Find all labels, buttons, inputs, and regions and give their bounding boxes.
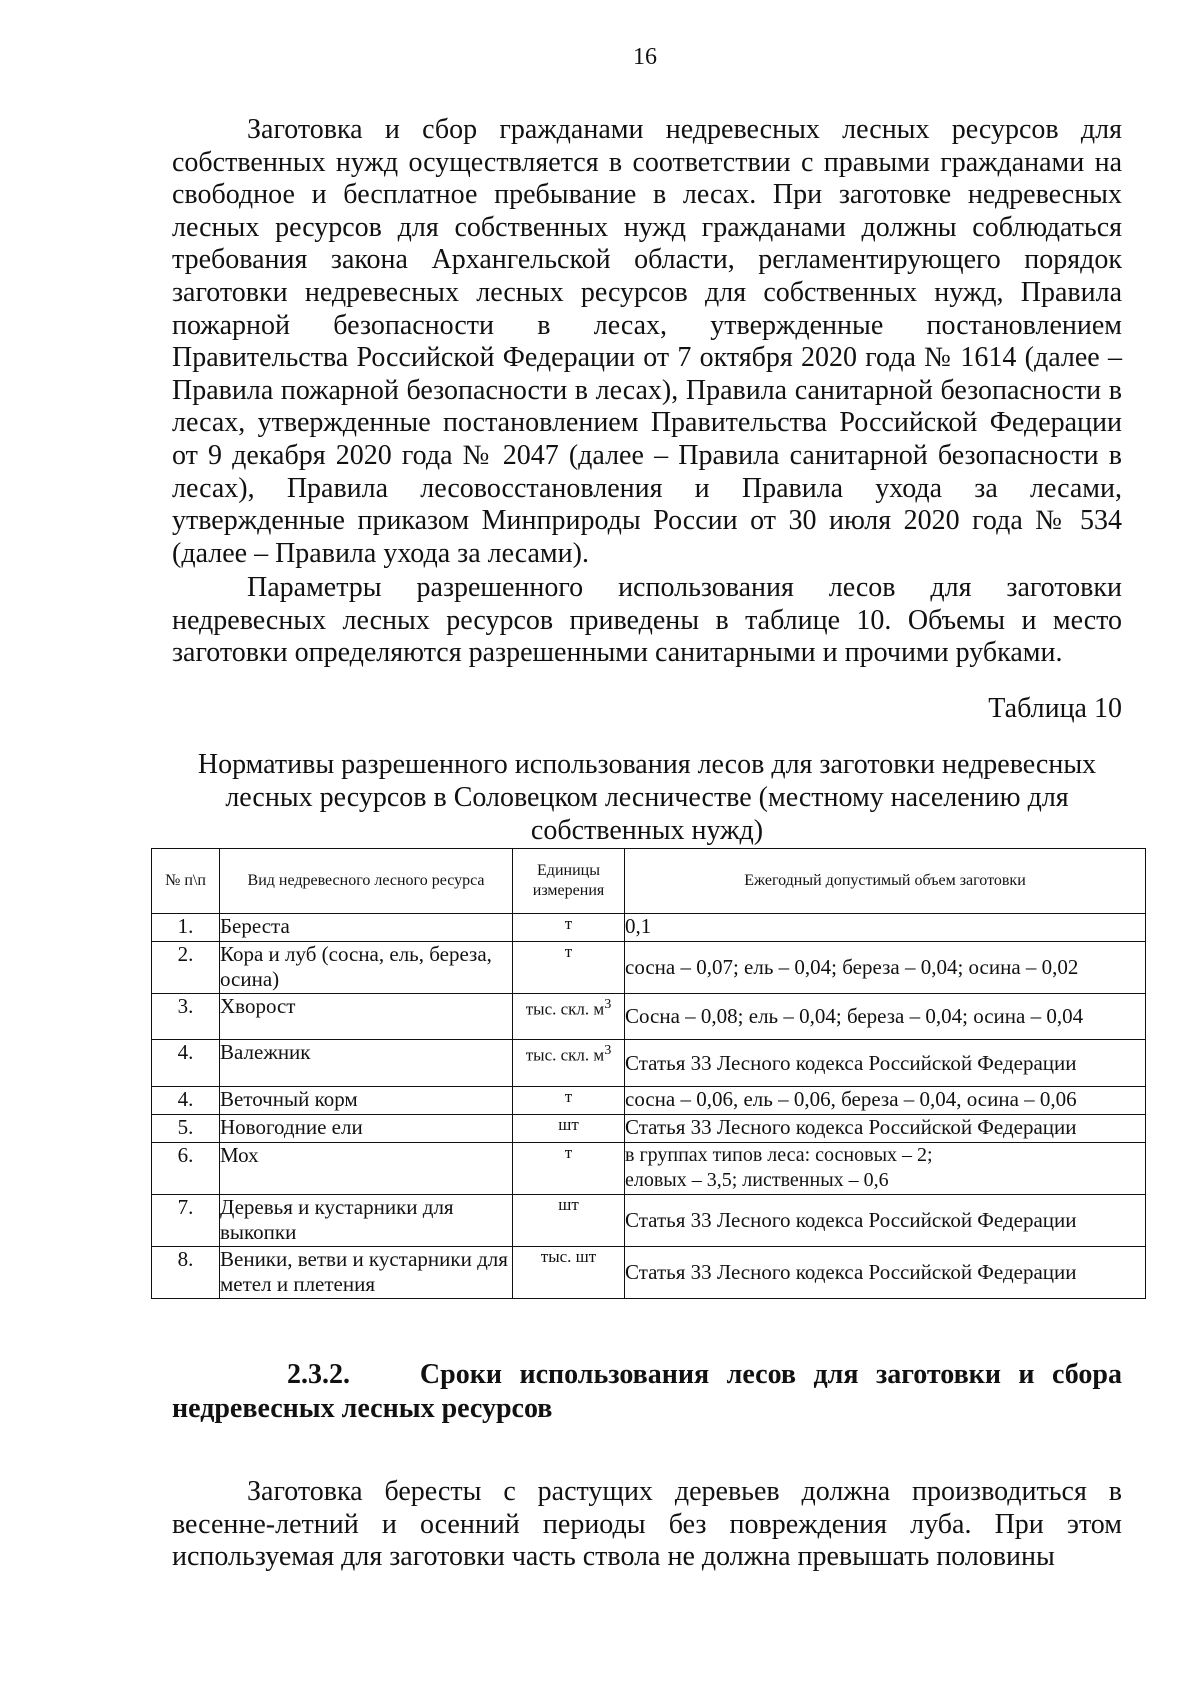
cell-volume: Статья 33 Лесного кодекса Российской Федерации	[625, 1115, 1146, 1143]
paragraph-text: Заготовка бересты с растущих деревьев должна производиться в весенне-летний и осенний периоды без повреждения луба. При этом используемая для заготовки часть ствола не должна превышать половины	[172, 1476, 1122, 1573]
unit-text: тыс. скл. м	[525, 999, 605, 1019]
table-row	[152, 1247, 1146, 1299]
table-row	[152, 1040, 1146, 1087]
cell-unit: т	[513, 1143, 625, 1195]
table-row	[152, 942, 1146, 994]
cell-unit	[513, 1040, 625, 1087]
cell-resource: Новогодние ели	[220, 1115, 513, 1143]
unit-superscript: 3	[604, 1042, 612, 1058]
cell-num: 4.	[152, 1087, 220, 1115]
cell-volume: Статья 33 Лесного кодекса Российской Федерации	[625, 1040, 1146, 1087]
cell-num: 7.	[152, 1195, 220, 1247]
table-label: Таблица 10	[988, 693, 1122, 724]
cell-resource: Деревья и кустарники для выкопки	[220, 1195, 513, 1247]
table-row	[152, 1087, 1146, 1115]
cell-num: 4.	[152, 1040, 220, 1087]
cell-num: 3.	[152, 994, 220, 1040]
cell-resource: Веники, ветви и кустарники для метел и плетения	[220, 1247, 513, 1299]
cell-num: 6.	[152, 1143, 220, 1195]
cell-resource: Хворост	[220, 994, 513, 1040]
table-row	[152, 914, 1146, 942]
cell-volume: Сосна – 0,08; ель – 0,04; береза – 0,04; осина – 0,04	[625, 994, 1146, 1040]
cell-resource: Береста	[220, 914, 513, 942]
cell-unit: т	[513, 914, 625, 942]
cell-volume: сосна – 0,07; ель – 0,04; береза – 0,04; осина – 0,02	[625, 942, 1146, 994]
section-heading	[172, 1358, 1122, 1426]
unit-superscript: 3	[604, 996, 612, 1012]
paragraph-text: Параметры разрешенного использования лесов для заготовки недревесных лесных ресурсов приведены в таблице 10. Объемы и место заготовки определяются разрешенными санитарными и прочими рубками.	[172, 572, 1122, 669]
header-volume: Ежегодный допустимый объем заготовки	[625, 849, 1146, 914]
cell-volume: Статья 33 Лесного кодекса Российской Федерации	[625, 1195, 1146, 1247]
volume-line: еловых – 3,5; лиственных – 0,6	[625, 1169, 889, 1191]
header-unit: Единицы измерения	[513, 849, 625, 914]
cell-volume: сосна – 0,06, ель – 0,06, береза – 0,04, осина – 0,06	[625, 1087, 1146, 1115]
body-paragraph-3	[172, 1476, 1122, 1574]
cell-unit: шт	[513, 1115, 625, 1143]
unit-text: тыс. скл. м	[525, 1045, 605, 1065]
paragraph-text: Заготовка и сбор гражданами недревесных лесных ресурсов для собственных нужд осуществляется в соответствии с правыми гражданами на свободное и бесплатное пребывание в лесах. При заготовке недревесных лесных ресурсов для собственных нужд гражданами должны соблюдаться требования закона Архангельской области, регламентирующего порядок заготовки недревесных лесных ресурсов для собственных нужд, Правила пожарной безопасности в лесах, утвержденные постановлением Правительства Российской Федерации от 7 октября 2020 года № 1614 (далее – Правила пожарной безопасности в лесах), Правила санитарной безопасности в лесах, утвержденные постановлением Правительства Российской Федерации от 9 декабря 2020 года № 2047 (далее – Правила санитарной безопасности в лесах), Правила лесовосстановления и Правила ухода за лесами, утвержденные приказом Минприроды России от 30 июля 2020 года № 534 (далее – Правила ухода за лесами).	[172, 114, 1122, 569]
section-title: Сроки использования лесов для заготовки и сбора недревесных лесных ресурсов	[172, 1359, 1123, 1424]
cell-unit: т	[513, 942, 625, 994]
cell-unit: шт	[513, 1195, 625, 1247]
cell-resource: Веточный корм	[220, 1087, 513, 1115]
body-paragraph-1	[172, 114, 1122, 570]
cell-resource: Мох	[220, 1143, 513, 1195]
volume-line: в группах типов леса: сосновых – 2;	[625, 1144, 933, 1166]
cell-unit: т	[513, 1087, 625, 1115]
table-header-row	[152, 849, 1146, 914]
norms-table	[151, 848, 1146, 1299]
cell-num: 2.	[152, 942, 220, 994]
table-caption: Нормативы разрешенного использования лесов для заготовки недревесных лесных ресурсов в Соловецком лесничестве (местному населению для собственных нужд)	[197, 749, 1097, 846]
cell-num: 1.	[152, 914, 220, 942]
cell-num: 8.	[152, 1247, 220, 1299]
cell-volume	[625, 1143, 1146, 1195]
table-row	[152, 1195, 1146, 1247]
page-number: 16	[633, 44, 657, 70]
cell-num: 5.	[152, 1115, 220, 1143]
body-paragraph-2	[172, 572, 1122, 670]
cell-unit	[513, 994, 625, 1040]
section-number: 2.3.2.	[287, 1359, 350, 1390]
cell-volume: Статья 33 Лесного кодекса Российской Федерации	[625, 1247, 1146, 1299]
cell-resource: Валежник	[220, 1040, 513, 1087]
table-row	[152, 994, 1146, 1040]
header-num: № п\п	[152, 849, 220, 914]
cell-resource: Кора и луб (сосна, ель, береза, осина)	[220, 942, 513, 994]
cell-volume: 0,1	[625, 914, 1146, 942]
header-resource: Вид недревесного лесного ресурса	[220, 849, 513, 914]
table-row	[152, 1115, 1146, 1143]
cell-unit: тыс. шт	[513, 1247, 625, 1299]
table-row	[152, 1143, 1146, 1195]
